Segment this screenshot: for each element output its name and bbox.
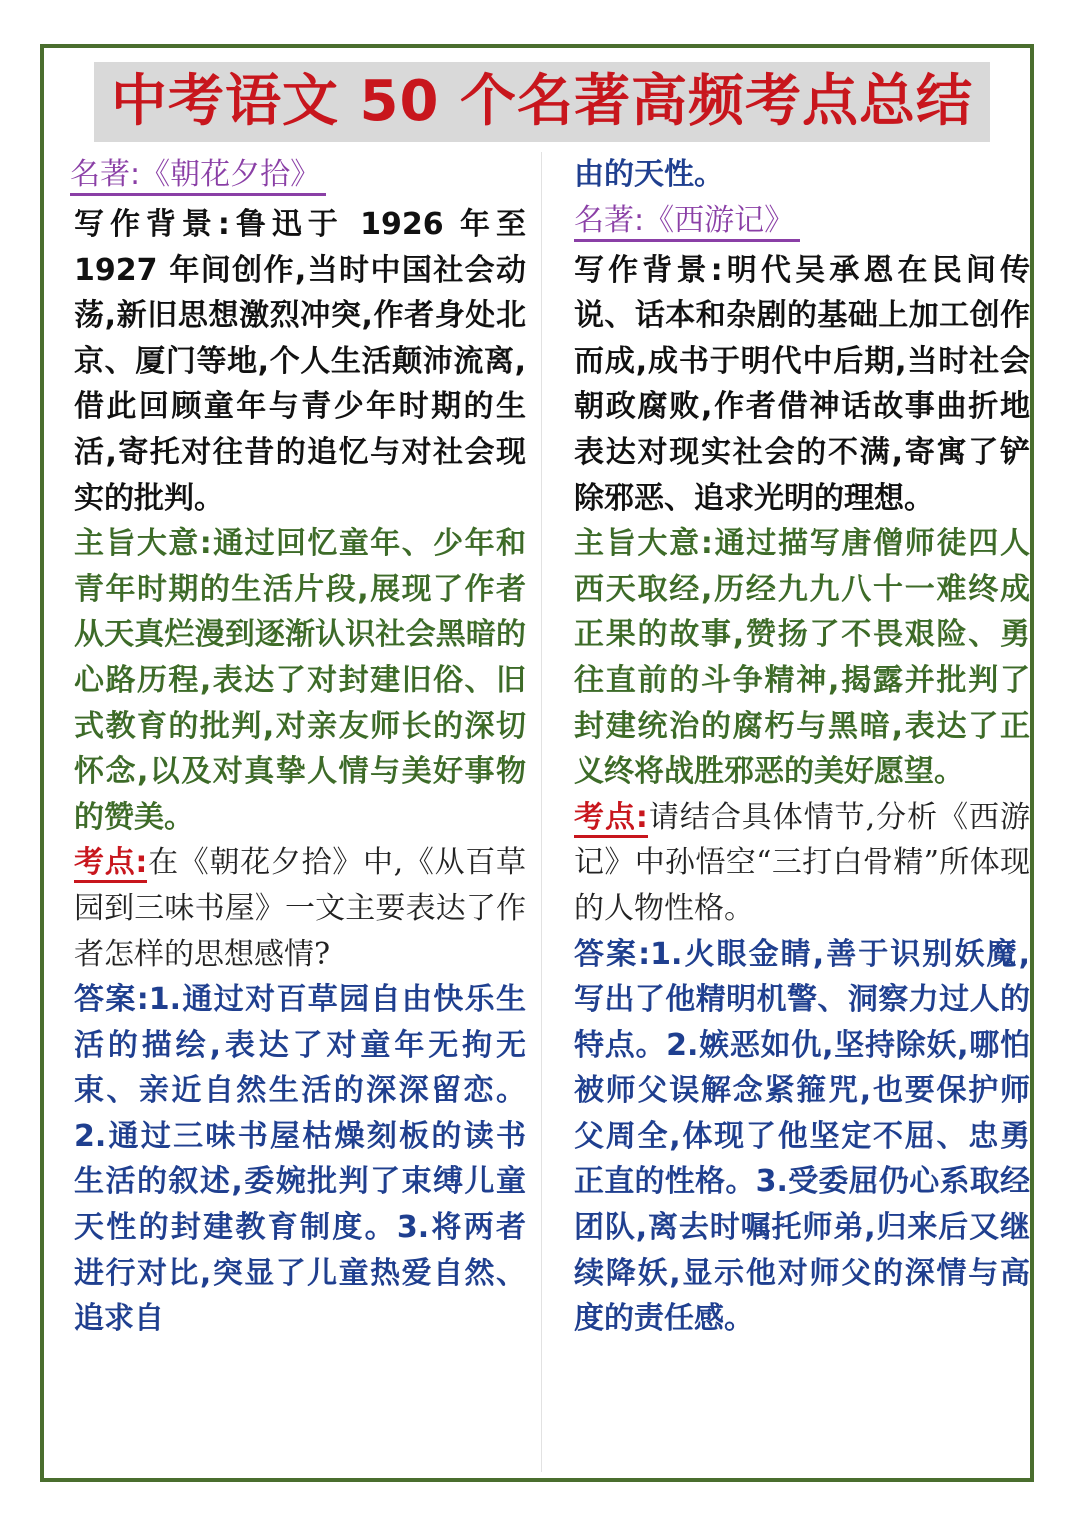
book-title-xiyouji: 名著:《西游记》: [574, 203, 800, 242]
book-title-chaohua: 名著:《朝花夕拾》: [70, 157, 326, 196]
question-xiyouji: [574, 795, 1030, 932]
left-column: [70, 152, 526, 1342]
question-label: 考点:: [574, 800, 648, 838]
background-chaohua: 写作背景:鲁迅于 1926 年至 1927 年间创作,当时中国社会动荡,新旧思想激烈冲突,作者身处北京、厦门等地,个人生活颠沛流离,借此回顾童年与青少年时期的生活,寄托对往昔的追忆与对社会现实的批判。: [74, 207, 526, 516]
question-text: 请结合具体情节,分析《西游记》中孙悟空“三打白骨精”所体现的人物性格。: [574, 799, 1030, 926]
answer-continuation: 由的天性。: [574, 157, 724, 192]
theme-xiyouji: 主旨大意:通过描写唐僧师徒四人西天取经,历经九九八十一难终成正果的故事,赞扬了不畏艰险、勇往直前的斗争精神,揭露并批判了封建统治的腐朽与黑暗,表达了正义终将战胜邪恶的美好愿望。: [574, 526, 1030, 790]
background-xiyouji: 写作背景:明代吴承恩在民间传说、话本和杂剧的基础上加工创作而成,成书于明代中后期,当时社会朝政腐败,作者借神话故事曲折地表达对现实社会的不满,寄寓了铲除邪恶、追求光明的理想。: [574, 252, 1030, 516]
page-title: 中考语文 50 个名著高频考点总结: [111, 69, 973, 134]
right-column: [574, 152, 1030, 1342]
answer-chaohua: 答案:1.通过对百草园自由快乐生活的描绘,表达了对童年无拘无束、亲近自然生活的深深留恋。2.通过三味书屋枯燥刻板的读书生活的叙述,委婉批判了束缚儿童天性的封建教育制度。3.将两者进行对比,突显了儿童热爱自然、追求自: [74, 982, 526, 1337]
theme-chaohua: 主旨大意:通过回忆童年、少年和青年时期的生活片段,展现了作者从天真烂漫到逐渐认识社会黑暗的心路历程,表达了对封建旧俗、旧式教育的批判,对亲友师长的深切怀念,以及对真挚人情与美好事物的赞美。: [74, 526, 526, 835]
question-text: 在《朝花夕拾》中,《从百草园到三味书屋》一文主要表达了作者怎样的思想感情?: [74, 845, 527, 972]
title-banner: [94, 62, 990, 142]
column-divider: [541, 152, 542, 1472]
question-label: 考点:: [74, 845, 147, 883]
page-frame: [40, 44, 1034, 1482]
answer-xiyouji: 答案:1.火眼金睛,善于识别妖魔,写出了他精明机警、洞察力过人的特点。2.嫉恶如仇,坚持除妖,哪怕被师父误解念紧箍咒,也要保护师父周全,体现了他坚定不屈、忠勇正直的性格。3.受委屈仍心系取经团队,离去时嘱托师弟,归来后又继续降妖,显示他对师父的深情与高度的责任感。: [574, 936, 1030, 1337]
question-chaohua: [70, 840, 526, 977]
